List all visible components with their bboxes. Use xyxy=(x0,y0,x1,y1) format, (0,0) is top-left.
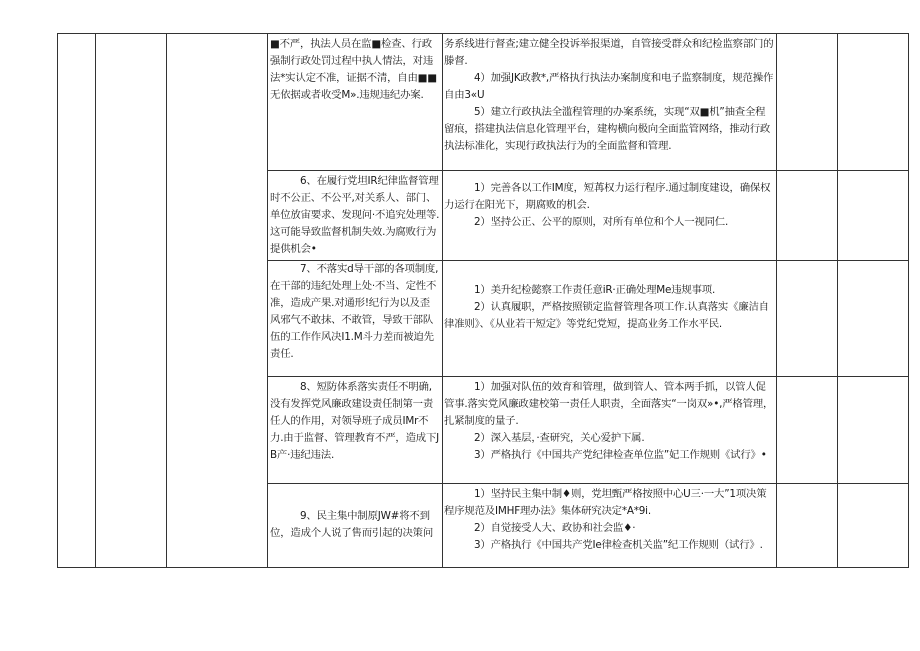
grid-line xyxy=(267,376,908,377)
measure-cell xyxy=(444,486,774,566)
measure-text: 2）自觉接受人大、政协和社会监♦· xyxy=(474,522,636,534)
risk-text: ■不严，执法人员在监■检查、行政强制行政处罚过程中执人情法，对违法*实认定不准，证据不清，自由■■无依据或者收受M».违规违纪办案. xyxy=(270,38,437,101)
measure-text: 1）完善各以工作IM度，短苒权力运行程序.通过制度建设，确保权力运行在阳光下，期腐败的机会. xyxy=(444,182,771,211)
measure-text: 2）认真履职，严格按照锁定监督管理各项工作.认真落实《廉洁自律准则》、《从业若干短定》等党纪党短，提高业务工作水平民. xyxy=(444,301,769,330)
risk-cell xyxy=(270,379,440,481)
risk-text: 8、短防体系落实责任不明确,没有发挥党风廉政建设责任制第一责任人的作用，对领导班子成员IMr不力.由于监督、管理教育不严，造成下JB产·违纪违法. xyxy=(270,381,440,461)
risk-text: 9、民主集中制原JW#将不到位，造成个人说了售而引起的决策问 xyxy=(270,510,434,539)
measure-text: 5）建立行政执法全滥程管理的办案系统，实现“双■机”抽查全程留痕，搭建执法信息化管理平台，建构横向极向全面监管网络，推动行政执法标准化，实现行政执法行为的全面监督和管理. xyxy=(444,106,771,152)
grid-line xyxy=(57,33,908,34)
measure-text: 2）坚持公正、公平的原则，对所有单位和个人一视同仁. xyxy=(474,216,729,228)
measure-cell xyxy=(444,379,774,481)
risk-text: 6、在履行党坦IR纪律监督管理时不公正、不公平,对关系人、部门、单位放宙要求、发现问·不追究处理等.这可能导致监督机制失效.为腐败行为提供机会• xyxy=(270,175,440,255)
measure-text: 2）深入基层，·查研究，关心爱护下属. xyxy=(474,432,645,444)
measure-text: 1）美升纪检懿察工作责任意iR·正确处理Me违规事项. xyxy=(474,284,716,296)
risk-cell xyxy=(270,173,440,259)
risk-cell xyxy=(270,508,440,566)
grid-line xyxy=(166,33,167,568)
risk-cell xyxy=(270,261,440,375)
grid-line xyxy=(442,33,443,568)
measure-text: 3）产格执行《中国共产党Ie律检查机关监”纪工作规则（试行》. xyxy=(474,539,763,551)
measure-cell xyxy=(444,282,774,374)
grid-line xyxy=(267,483,908,484)
risk-cell xyxy=(270,36,440,168)
measure-text: 3）严格执行《中国共产党纪律检查单位监”妃工作规则《试行》• xyxy=(474,449,767,461)
measure-cell xyxy=(444,36,774,168)
measure-text: 4）加强JK政教*,严格执行执法办案制度和电子监察制度，规范操作自由3«U xyxy=(444,72,774,101)
grid-line xyxy=(837,33,838,568)
measure-text: 1）坚持民主集中制♦则，党坦甄严格按照中心U三·一大”1项决策程序规范及IMHF理办法》集体研究决定*A*9i. xyxy=(444,488,767,517)
grid-line xyxy=(57,33,58,568)
measure-cell xyxy=(444,180,774,258)
measure-text: 务系线进行督查;建立健全投诉举报渠道，自管接受群众和纪检监察部门的滕督. xyxy=(444,38,774,67)
measure-text: 1）加强对队伍的效育和管理，做到管人、管本两手抓，以管人促管事.落实党风廉政建校第一责任人职责，全面落实“一岗双»•,严格管理，扎紧制度的量子. xyxy=(444,381,774,427)
grid-line xyxy=(57,567,908,568)
grid-line xyxy=(95,33,96,568)
grid-line xyxy=(776,33,777,568)
grid-line xyxy=(908,33,909,568)
risk-text: 7、不落实d导干部的各项制度,在干部的违纪处理上处·不当、定性不准，造成产果.对通形!纪行为以及歪风邪气不敢抹、不敢管，导致干部队伍的工作作风决I1.M斗力差而被迫先责任. xyxy=(270,263,439,360)
grid-line xyxy=(267,170,908,171)
grid-line xyxy=(267,33,268,568)
